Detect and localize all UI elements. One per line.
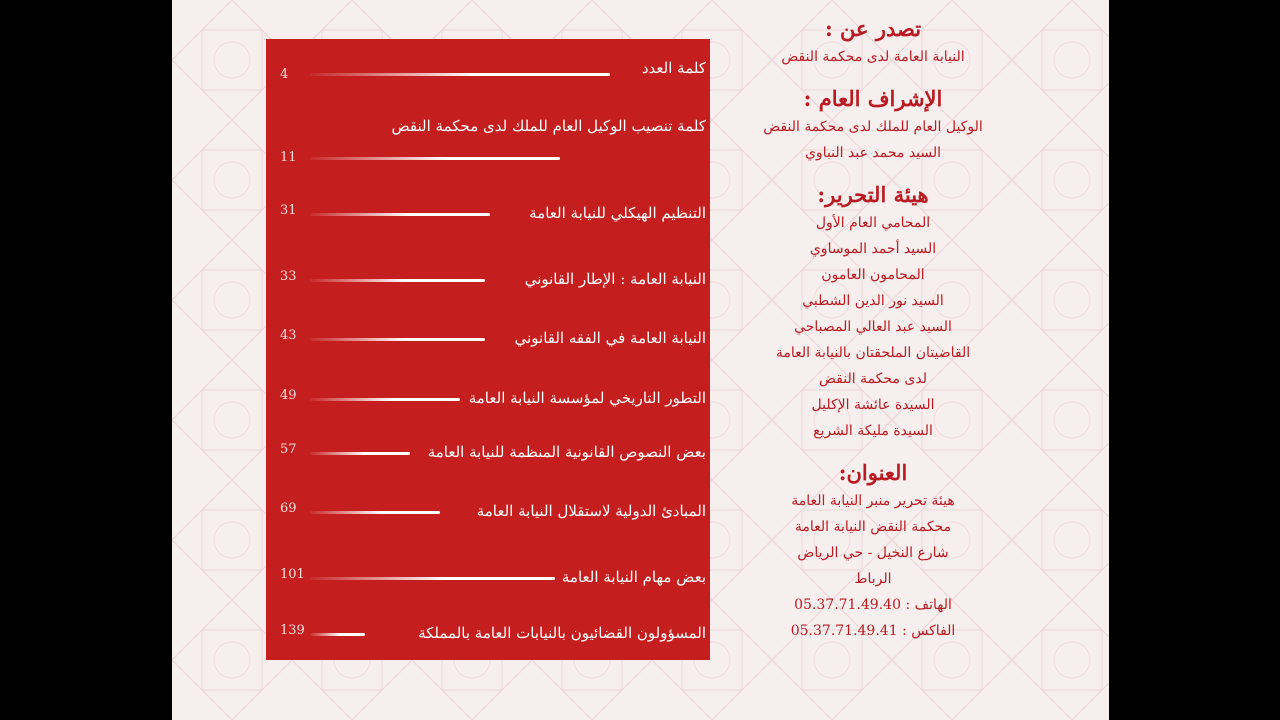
toc-leader-line <box>310 73 610 76</box>
supervision-heading: الإشراف العام : <box>803 86 943 111</box>
toc-title: النيابة العامة في الفقه القانوني <box>514 329 706 347</box>
fax-label: الفاكس : <box>902 623 956 639</box>
toc-leader-line <box>310 577 555 580</box>
toc-entry[interactable] <box>266 328 710 372</box>
editorial-line: السيد نور الدين الشطبي <box>802 293 944 309</box>
toc-title: كلمة تنصيب الوكيل العام للملك لدى محكمة النقض <box>391 117 706 135</box>
toc-entry[interactable] <box>266 269 710 313</box>
toc-page-number: 31 <box>280 203 297 218</box>
toc-page-number: 139 <box>280 623 305 638</box>
toc-page-number: 11 <box>280 150 297 165</box>
toc-page-number: 43 <box>280 328 297 343</box>
toc-entry[interactable] <box>266 442 710 486</box>
address-line: هيئة تحرير منبر النيابة العامة <box>791 493 955 509</box>
editorial-line: المحامون العامون <box>821 267 925 283</box>
toc-page-number: 4 <box>280 67 289 82</box>
toc-title: بعض مهام النيابة العامة <box>561 568 706 586</box>
toc-title: التطور التاريخي لمؤسسة النيابة العامة <box>468 389 706 407</box>
toc-entry[interactable] <box>266 501 710 545</box>
phone-line <box>728 592 1018 618</box>
editorial-line: السيد أحمد الموساوي <box>809 241 937 257</box>
toc-entry[interactable] <box>266 59 710 103</box>
toc-entry[interactable] <box>266 113 710 173</box>
colophon <box>728 14 1018 644</box>
toc-title: بعض النصوص القانونية المنظمة للنيابة العامة <box>427 443 706 461</box>
toc-title: كلمة العدد <box>641 59 706 77</box>
editorial-line: المحامي العام الأول <box>815 215 931 231</box>
toc-title: المسؤولون القضائيون بالنيابات العامة بالمملكة <box>418 624 706 642</box>
toc-page-number: 69 <box>280 501 297 516</box>
toc-title: التنظيم الهيكلي للنيابة العامة <box>529 204 706 222</box>
phone-number[interactable]: 05.37.71.49.40 <box>794 597 901 613</box>
address-line: الرباط <box>854 571 892 587</box>
document-page <box>172 0 1109 720</box>
editorial-line: السيد عبد العالي المصباحي <box>794 319 952 335</box>
editorial-line: السيدة عائشة الإكليل <box>811 397 935 413</box>
toc-entry[interactable] <box>266 203 710 247</box>
toc-leader-line <box>310 279 485 282</box>
toc-page-number: 101 <box>280 567 305 582</box>
fax-number: 05.37.71.49.41 <box>790 623 898 639</box>
toc-title: المبادئ الدولية لاستقلال النيابة العامة <box>476 502 706 520</box>
toc-page-number: 57 <box>280 442 297 457</box>
toc-leader-line <box>310 213 490 216</box>
table-of-contents <box>266 39 710 660</box>
address-line: شارع النخيل - حي الرياض <box>797 545 949 561</box>
toc-title: النيابة العامة : الإطار القانوني <box>524 270 706 288</box>
toc-leader-line <box>310 157 560 160</box>
publisher-heading: تصدر عن : <box>824 16 922 41</box>
toc-page-number: 33 <box>280 269 297 284</box>
toc-leader-line <box>310 398 460 401</box>
toc-leader-line <box>310 452 410 455</box>
supervision-line: السيد محمد عبد النباوي <box>804 145 942 161</box>
toc-leader-line <box>310 511 440 514</box>
toc-entry[interactable] <box>266 567 710 611</box>
phone-label: الهاتف : <box>905 597 952 613</box>
publisher-line: النيابة العامة لدى محكمة النقض <box>781 49 965 65</box>
toc-entry[interactable] <box>266 388 710 432</box>
editorial-line: السيدة مليكة الشريع <box>813 423 933 439</box>
fax-line <box>728 618 1018 644</box>
address-heading: العنوان: <box>838 460 908 485</box>
editorial-line: لدى محكمة النقض <box>819 371 927 387</box>
editorial-line: القاضيتان الملحقتان بالنيابة العامة <box>775 345 971 361</box>
toc-entry[interactable] <box>266 623 710 667</box>
editorial-heading: هيئة التحرير: <box>817 182 929 207</box>
toc-leader-line <box>310 338 485 341</box>
supervision-line: الوكيل العام للملك لدى محكمة النقض <box>763 119 983 135</box>
toc-leader-line <box>310 633 365 636</box>
toc-page-number: 49 <box>280 388 297 403</box>
address-line: محكمة النقض النيابة العامة <box>794 519 952 535</box>
